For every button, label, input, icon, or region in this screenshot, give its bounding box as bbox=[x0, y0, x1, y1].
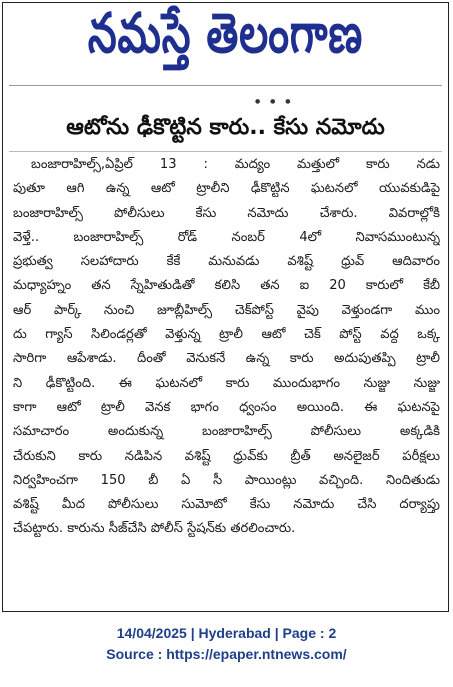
body-line: వెళ్తే.. బంజారాహిల్స్ రోడ్ నంబర్ 4లో నివాసముంటున్న bbox=[13, 229, 440, 245]
body-line: బంజారాహిల్స్ పోలీసులు కేసు నమోదు చేశారు. వివరాల్లోకి bbox=[13, 205, 440, 221]
decorative-dots: ● ● ● bbox=[255, 98, 295, 105]
article-headline: ఆటోను ఢీకొట్టిన కారు.. కేసు నమోదు bbox=[66, 115, 385, 140]
source-line: Source : https://epaper.ntnews.com/ bbox=[106, 646, 347, 662]
body-line: నిర్వహించగా 150 బీ ఏ సీ పాయింట్లు వచ్చింది. నిందితుడు bbox=[13, 472, 440, 488]
headline-divider bbox=[9, 151, 442, 152]
body-line: దు గ్యాస్ సిలిండర్లతో వెళ్తున్న ట్రాలీ ఆటో చెక్ పోస్ట్ వద్ద ఒక్క bbox=[13, 327, 440, 343]
body-line: సమాచారం అందుకున్న బంజారాహిల్స్ పోలీసులు అక్కడికి bbox=[13, 424, 440, 440]
news-clipping bbox=[2, 2, 449, 612]
article-body bbox=[13, 153, 440, 542]
body-line: ని ఢీకొట్టింది. ఈ ఘటనలో కారు ముందుభాగం నుజ్జు నుజ్జు bbox=[13, 375, 440, 391]
body-line: కాగా ఆటో ట్రాలీ వెనక భాగం ధ్వంసం అయింది. ఈ ఘటనపై bbox=[13, 399, 440, 415]
body-line: ఆర్ పార్క్ నుంచి జూబ్లీహిల్స్ చెక్‌పోస్ట్ వైపు వెళ్తుండగా ముం bbox=[13, 302, 440, 318]
body-line: మధ్యాహ్నం తన స్నేహితుడితో కలిసి తన ఐ 20 కారులో కేబీ bbox=[13, 278, 440, 294]
body-line: బంజారాహిల్స్,ఏప్రిల్ 13 : మద్యం మత్తులో కారు నడు bbox=[31, 157, 440, 172]
masthead-divider bbox=[9, 85, 442, 86]
body-line: సారిగా ఆపేశాడు. దీంతో వెనుకనే ఉన్న కారు అదుపుతప్పి ట్రాలీ bbox=[13, 351, 440, 367]
newspaper-masthead: నమస్తే తెలంగాణ bbox=[87, 0, 364, 65]
edition-info: 14/04/2025 | Hyderabad | Page : 2 bbox=[116, 625, 337, 641]
body-line: ప్రభుత్వ సలహాదారు కేకే మనువడు వశిష్ట్ ధ్రువ్ ఆదివారం bbox=[13, 254, 440, 270]
body-line: పుతూ ఆగి ఉన్న ఆటో ట్రాలీని ఢీకొట్టిన ఘటనలో యువకుడిపై bbox=[13, 181, 440, 197]
body-line: వశిష్ట్ మీద పోలీసులు సుమోటో కేసు నమోదు చేసి దర్యాప్తు bbox=[13, 497, 440, 513]
body-line: చేరుకుని కారు నడిపిన వశిష్ట్ ధ్రువ్‌కు బ్రీత్ అనలైజర్ పరీక్షలు bbox=[13, 448, 440, 464]
body-line: చేపట్టారు. కారును సీజ్‌చేసి పోలీస్ స్టేషన్‌కు తరలించారు. bbox=[13, 521, 296, 537]
